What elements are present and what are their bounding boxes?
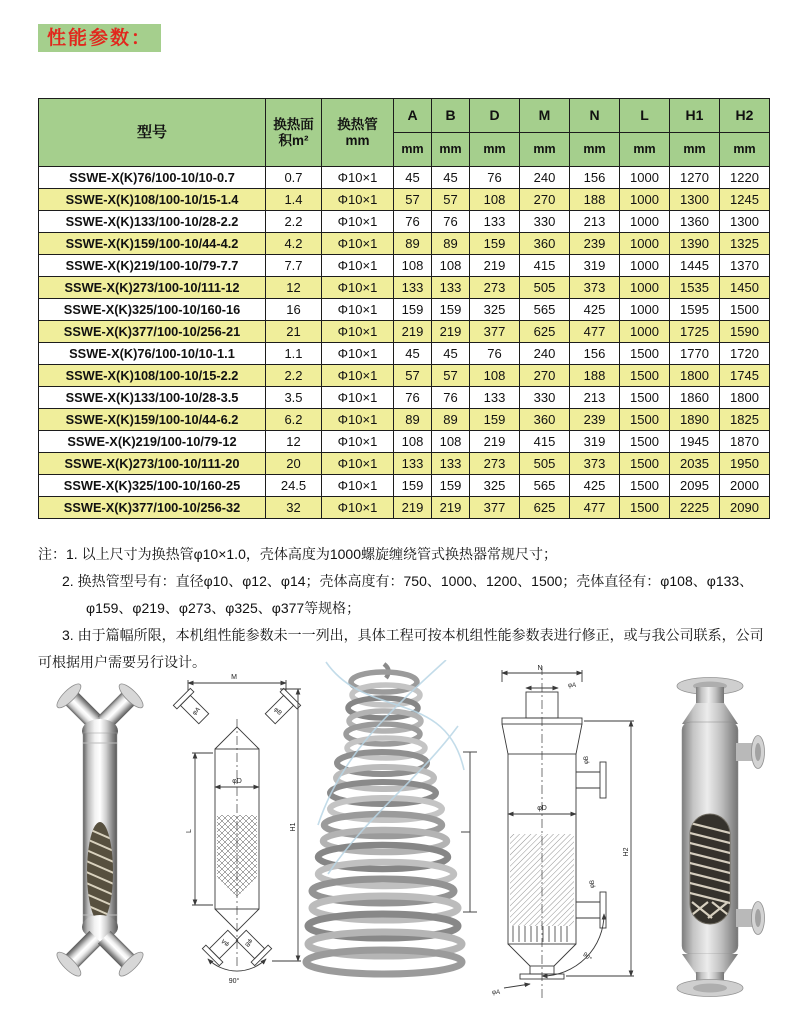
cell-value: 76 <box>432 387 470 409</box>
dim-label-angle: 90° <box>228 978 240 985</box>
coil-turns <box>306 664 462 974</box>
table-row <box>39 387 770 409</box>
notes-block <box>38 541 778 676</box>
cell-value: 219 <box>432 497 470 519</box>
cell-value: 415 <box>520 431 570 453</box>
cell-value: 270 <box>520 189 570 211</box>
dim-label-a-bottom: φA <box>492 989 501 996</box>
spec-table-header <box>39 99 770 167</box>
cell-value: 159 <box>432 299 470 321</box>
cell-value: 2000 <box>720 475 770 497</box>
cell-value: 2225 <box>670 497 720 519</box>
dim-label-a-top: φA <box>568 682 577 689</box>
cell-model: SSWE-X(K)76/100-10/10-0.7 <box>39 167 266 189</box>
figure-coil-bundle-photo <box>296 660 486 982</box>
cell-value: 133 <box>432 453 470 475</box>
cell-value: 45 <box>394 167 432 189</box>
cell-value: 1360 <box>670 211 720 233</box>
dim-label-b-nozzle2: φB <box>589 879 596 889</box>
cell-value: 133 <box>470 387 520 409</box>
cell-value: 219 <box>394 497 432 519</box>
dim-label-b-nozzle1: φB <box>583 755 590 765</box>
cell-model: SSWE-X(K)273/100-10/111-20 <box>39 453 266 475</box>
cell-value: 1245 <box>720 189 770 211</box>
table-row <box>39 431 770 453</box>
cell-value: 1445 <box>670 255 720 277</box>
table-row <box>39 343 770 365</box>
dim-label-a-bottom: φA <box>219 937 231 949</box>
table-row <box>39 167 770 189</box>
cell-area: 1.4 <box>266 189 322 211</box>
header-dim-d: D <box>470 99 520 133</box>
figure-dimension-drawing-x-flange <box>168 665 306 1000</box>
cell-model: SSWE-X(K)377/100-10/256-21 <box>39 321 266 343</box>
cell-value: 188 <box>570 189 620 211</box>
cell-area: 32 <box>266 497 322 519</box>
header-dim-n: N <box>570 99 620 133</box>
cell-area: 21 <box>266 321 322 343</box>
cell-value: 360 <box>520 233 570 255</box>
header-tube-line1: 换热管 <box>337 116 378 132</box>
cell-value: 325 <box>470 475 520 497</box>
cell-area: 24.5 <box>266 475 322 497</box>
cell-area: 3.5 <box>266 387 322 409</box>
cell-value: 45 <box>432 167 470 189</box>
cell-value: 188 <box>570 365 620 387</box>
cell-model: SSWE-X(K)76/100-10/10-1.1 <box>39 343 266 365</box>
cell-model: SSWE-X(K)273/100-10/111-12 <box>39 277 266 299</box>
cell-tube: Φ10×1 <box>322 453 394 475</box>
dim-label-m: M <box>231 674 237 681</box>
cell-tube: Φ10×1 <box>322 475 394 497</box>
cell-value: 108 <box>470 189 520 211</box>
table-row <box>39 365 770 387</box>
table-row <box>39 277 770 299</box>
cell-value: 1745 <box>720 365 770 387</box>
cell-value: 89 <box>432 409 470 431</box>
cell-tube: Φ10×1 <box>322 321 394 343</box>
cell-value: 239 <box>570 409 620 431</box>
cell-area: 20 <box>266 453 322 475</box>
cell-model: SSWE-X(K)159/100-10/44-6.2 <box>39 409 266 431</box>
dim-label-n: N <box>537 665 543 672</box>
cell-value: 76 <box>394 211 432 233</box>
table-row <box>39 475 770 497</box>
header-dim-l: L <box>620 99 670 133</box>
cell-tube: Φ10×1 <box>322 299 394 321</box>
cell-value: 1000 <box>620 277 670 299</box>
cell-value: 213 <box>570 387 620 409</box>
header-model: 型号 <box>39 99 266 167</box>
cell-tube: Φ10×1 <box>322 189 394 211</box>
cell-value: 1000 <box>620 189 670 211</box>
cell-value: 76 <box>432 211 470 233</box>
cell-model: SSWE-X(K)219/100-10/79-12 <box>39 431 266 453</box>
table-row <box>39 409 770 431</box>
header-dim-h2: H2 <box>720 99 770 133</box>
cell-tube: Φ10×1 <box>322 431 394 453</box>
cell-value: 1000 <box>620 299 670 321</box>
cell-value: 1325 <box>720 233 770 255</box>
cell-value: 373 <box>570 277 620 299</box>
cell-value: 477 <box>570 321 620 343</box>
cell-value: 2095 <box>670 475 720 497</box>
cell-model: SSWE-X(K)133/100-10/28-3.5 <box>39 387 266 409</box>
cell-tube: Φ10×1 <box>322 387 394 409</box>
cell-value: 1300 <box>670 189 720 211</box>
cell-tube: Φ10×1 <box>322 167 394 189</box>
cell-value: 1860 <box>670 387 720 409</box>
dimension-bracket <box>461 752 477 912</box>
cell-model: SSWE-X(K)219/100-10/79-7.7 <box>39 255 266 277</box>
header-unit: mm <box>570 133 620 167</box>
cell-value: 45 <box>432 343 470 365</box>
table-row <box>39 189 770 211</box>
header-unit: mm <box>432 133 470 167</box>
dim-label-b-top: φB <box>272 705 284 717</box>
cell-value: 1500 <box>620 343 670 365</box>
side-nozzles <box>736 736 765 935</box>
cell-value: 1450 <box>720 277 770 299</box>
header-unit: mm <box>720 133 770 167</box>
cell-value: 425 <box>570 299 620 321</box>
cell-value: 1500 <box>620 475 670 497</box>
cell-value: 159 <box>432 475 470 497</box>
cell-model: SSWE-X(K)159/100-10/44-4.2 <box>39 233 266 255</box>
dim-label-d: φD <box>537 805 547 812</box>
cell-value: 1300 <box>720 211 770 233</box>
note-line: 注：1. 以上尺寸为换热管φ10×1.0，壳体高度为1000螺旋缠绕管式换热器常规尺寸； <box>38 546 557 562</box>
cell-value: 1800 <box>720 387 770 409</box>
cell-tube: Φ10×1 <box>322 277 394 299</box>
figure-dimension-drawing-side-nozzle <box>482 662 648 1005</box>
cell-value: 1500 <box>620 453 670 475</box>
cell-value: 239 <box>570 233 620 255</box>
cell-value: 240 <box>520 167 570 189</box>
cell-value: 1725 <box>670 321 720 343</box>
cell-value: 108 <box>394 255 432 277</box>
cell-tube: Φ10×1 <box>322 365 394 387</box>
cell-value: 625 <box>520 497 570 519</box>
cell-area: 2.2 <box>266 211 322 233</box>
cell-area: 7.7 <box>266 255 322 277</box>
cell-value: 57 <box>394 189 432 211</box>
table-row <box>39 299 770 321</box>
cell-value: 57 <box>432 365 470 387</box>
cell-value: 76 <box>394 387 432 409</box>
dim-label-l: L <box>186 829 193 833</box>
dim-label-h2: H2 <box>623 847 630 857</box>
header-unit: mm <box>620 133 670 167</box>
spec-table <box>38 98 770 519</box>
dim-label-b-bottom: φB <box>243 937 255 949</box>
header-area-line1: 换热面 <box>273 116 314 132</box>
cell-value: 219 <box>394 321 432 343</box>
cell-value: 156 <box>570 343 620 365</box>
cell-value: 57 <box>432 189 470 211</box>
dim-label-d: φD <box>232 778 242 785</box>
cell-value: 89 <box>394 233 432 255</box>
cell-area: 16 <box>266 299 322 321</box>
cell-tube: Φ10×1 <box>322 211 394 233</box>
cell-value: 1220 <box>720 167 770 189</box>
header-dim-m: M <box>520 99 570 133</box>
cell-value: 219 <box>470 431 520 453</box>
cell-model: SSWE-X(K)325/100-10/160-25 <box>39 475 266 497</box>
cell-value: 373 <box>570 453 620 475</box>
cell-value: 377 <box>470 497 520 519</box>
cell-value: 133 <box>394 277 432 299</box>
cell-value: 1825 <box>720 409 770 431</box>
header-dim-a: A <box>394 99 432 133</box>
table-row <box>39 453 770 475</box>
header-unit: mm <box>470 133 520 167</box>
cell-area: 1.1 <box>266 343 322 365</box>
dim-label-a-top: φA <box>190 705 202 717</box>
cell-value: 219 <box>470 255 520 277</box>
cell-value: 565 <box>520 475 570 497</box>
cell-value: 1390 <box>670 233 720 255</box>
cell-value: 1000 <box>620 321 670 343</box>
cell-value: 133 <box>432 277 470 299</box>
cell-value: 1770 <box>670 343 720 365</box>
table-row <box>39 321 770 343</box>
header-tube-line2: mm <box>345 132 370 148</box>
cell-area: 12 <box>266 277 322 299</box>
cell-value: 108 <box>432 431 470 453</box>
cell-value: 76 <box>470 343 520 365</box>
figure-product-render-cutaway <box>650 666 795 1006</box>
cell-value: 1500 <box>620 409 670 431</box>
cell-value: 1500 <box>620 497 670 519</box>
cell-value: 108 <box>470 365 520 387</box>
cell-value: 1800 <box>670 365 720 387</box>
cell-value: 325 <box>470 299 520 321</box>
cell-value: 273 <box>470 453 520 475</box>
header-dim-b: B <box>432 99 470 133</box>
cell-value: 415 <box>520 255 570 277</box>
cell-value: 133 <box>470 211 520 233</box>
cell-value: 330 <box>520 387 570 409</box>
dim-label-angle: 90° <box>581 951 593 963</box>
cell-value: 57 <box>394 365 432 387</box>
cell-value: 159 <box>394 475 432 497</box>
header-dim-h1: H1 <box>670 99 720 133</box>
cell-value: 1000 <box>620 233 670 255</box>
cell-tube: Φ10×1 <box>322 233 394 255</box>
cell-area: 0.7 <box>266 167 322 189</box>
cell-value: 1370 <box>720 255 770 277</box>
cell-value: 1870 <box>720 431 770 453</box>
cell-value: 1720 <box>720 343 770 365</box>
cell-value: 270 <box>520 365 570 387</box>
header-unit: mm <box>670 133 720 167</box>
header-tube <box>322 99 394 167</box>
cell-tube: Φ10×1 <box>322 343 394 365</box>
cell-value: 108 <box>394 431 432 453</box>
cell-value: 1590 <box>720 321 770 343</box>
cell-model: SSWE-X(K)108/100-10/15-1.4 <box>39 189 266 211</box>
note-line: φ159、φ219、φ273、φ325、φ377等规格； <box>86 600 361 616</box>
table-row <box>39 497 770 519</box>
cell-value: 45 <box>394 343 432 365</box>
cell-value: 273 <box>470 277 520 299</box>
note-line: 3. 由于篇幅所限，本机组性能参数未一一列出，具体工程可按本机组性能参数表进行修正，或与我公司联系，公司 <box>62 627 764 643</box>
cell-value: 565 <box>520 299 570 321</box>
cell-value: 219 <box>432 321 470 343</box>
cell-area: 2.2 <box>266 365 322 387</box>
cell-value: 2035 <box>670 453 720 475</box>
cell-value: 1535 <box>670 277 720 299</box>
spec-table-body <box>39 167 770 519</box>
cell-value: 377 <box>470 321 520 343</box>
header-area <box>266 99 322 167</box>
cell-value: 625 <box>520 321 570 343</box>
cell-value: 1945 <box>670 431 720 453</box>
cell-value: 213 <box>570 211 620 233</box>
cell-area: 6.2 <box>266 409 322 431</box>
cell-area: 12 <box>266 431 322 453</box>
cell-value: 1000 <box>620 211 670 233</box>
cell-value: 1890 <box>670 409 720 431</box>
cell-value: 159 <box>470 233 520 255</box>
figure-product-photo-x-flange <box>36 675 166 983</box>
cell-value: 76 <box>470 167 520 189</box>
cell-value: 505 <box>520 277 570 299</box>
table-row <box>39 211 770 233</box>
cell-value: 505 <box>520 453 570 475</box>
cell-value: 1270 <box>670 167 720 189</box>
cell-model: SSWE-X(K)108/100-10/15-2.2 <box>39 365 266 387</box>
note-line: 可根据用户需要另行设计。 <box>38 654 206 670</box>
cell-value: 1500 <box>720 299 770 321</box>
cell-value: 1500 <box>620 365 670 387</box>
cell-value: 319 <box>570 255 620 277</box>
header-unit: mm <box>520 133 570 167</box>
cell-model: SSWE-X(K)377/100-10/256-32 <box>39 497 266 519</box>
cell-value: 360 <box>520 409 570 431</box>
cell-tube: Φ10×1 <box>322 255 394 277</box>
cell-value: 1950 <box>720 453 770 475</box>
cell-value: 108 <box>432 255 470 277</box>
cell-value: 133 <box>394 453 432 475</box>
dim-label-h1: H1 <box>290 822 297 832</box>
cell-area: 4.2 <box>266 233 322 255</box>
note-line: 2. 换热管型号有：直径φ10、φ12、φ14；壳体高度有：750、1000、1200、1500；壳体直径有：φ108、φ133、 <box>62 573 754 589</box>
cell-tube: Φ10×1 <box>322 409 394 431</box>
cell-value: 89 <box>394 409 432 431</box>
page-title: 性能参数： <box>38 24 161 52</box>
cell-value: 477 <box>570 497 620 519</box>
cell-tube: Φ10×1 <box>322 497 394 519</box>
cell-value: 1000 <box>620 255 670 277</box>
cell-value: 1500 <box>620 387 670 409</box>
table-row <box>39 255 770 277</box>
cell-value: 159 <box>470 409 520 431</box>
cell-value: 89 <box>432 233 470 255</box>
cell-value: 1595 <box>670 299 720 321</box>
cell-value: 2090 <box>720 497 770 519</box>
cell-value: 159 <box>394 299 432 321</box>
cell-model: SSWE-X(K)133/100-10/28-2.2 <box>39 211 266 233</box>
header-area-line2: 积m² <box>278 132 309 148</box>
cell-value: 240 <box>520 343 570 365</box>
cell-value: 330 <box>520 211 570 233</box>
cell-value: 1500 <box>620 431 670 453</box>
cell-value: 1000 <box>620 167 670 189</box>
header-unit: mm <box>394 133 432 167</box>
cell-value: 156 <box>570 167 620 189</box>
cell-model: SSWE-X(K)325/100-10/160-16 <box>39 299 266 321</box>
table-row <box>39 233 770 255</box>
cell-value: 425 <box>570 475 620 497</box>
cell-value: 319 <box>570 431 620 453</box>
